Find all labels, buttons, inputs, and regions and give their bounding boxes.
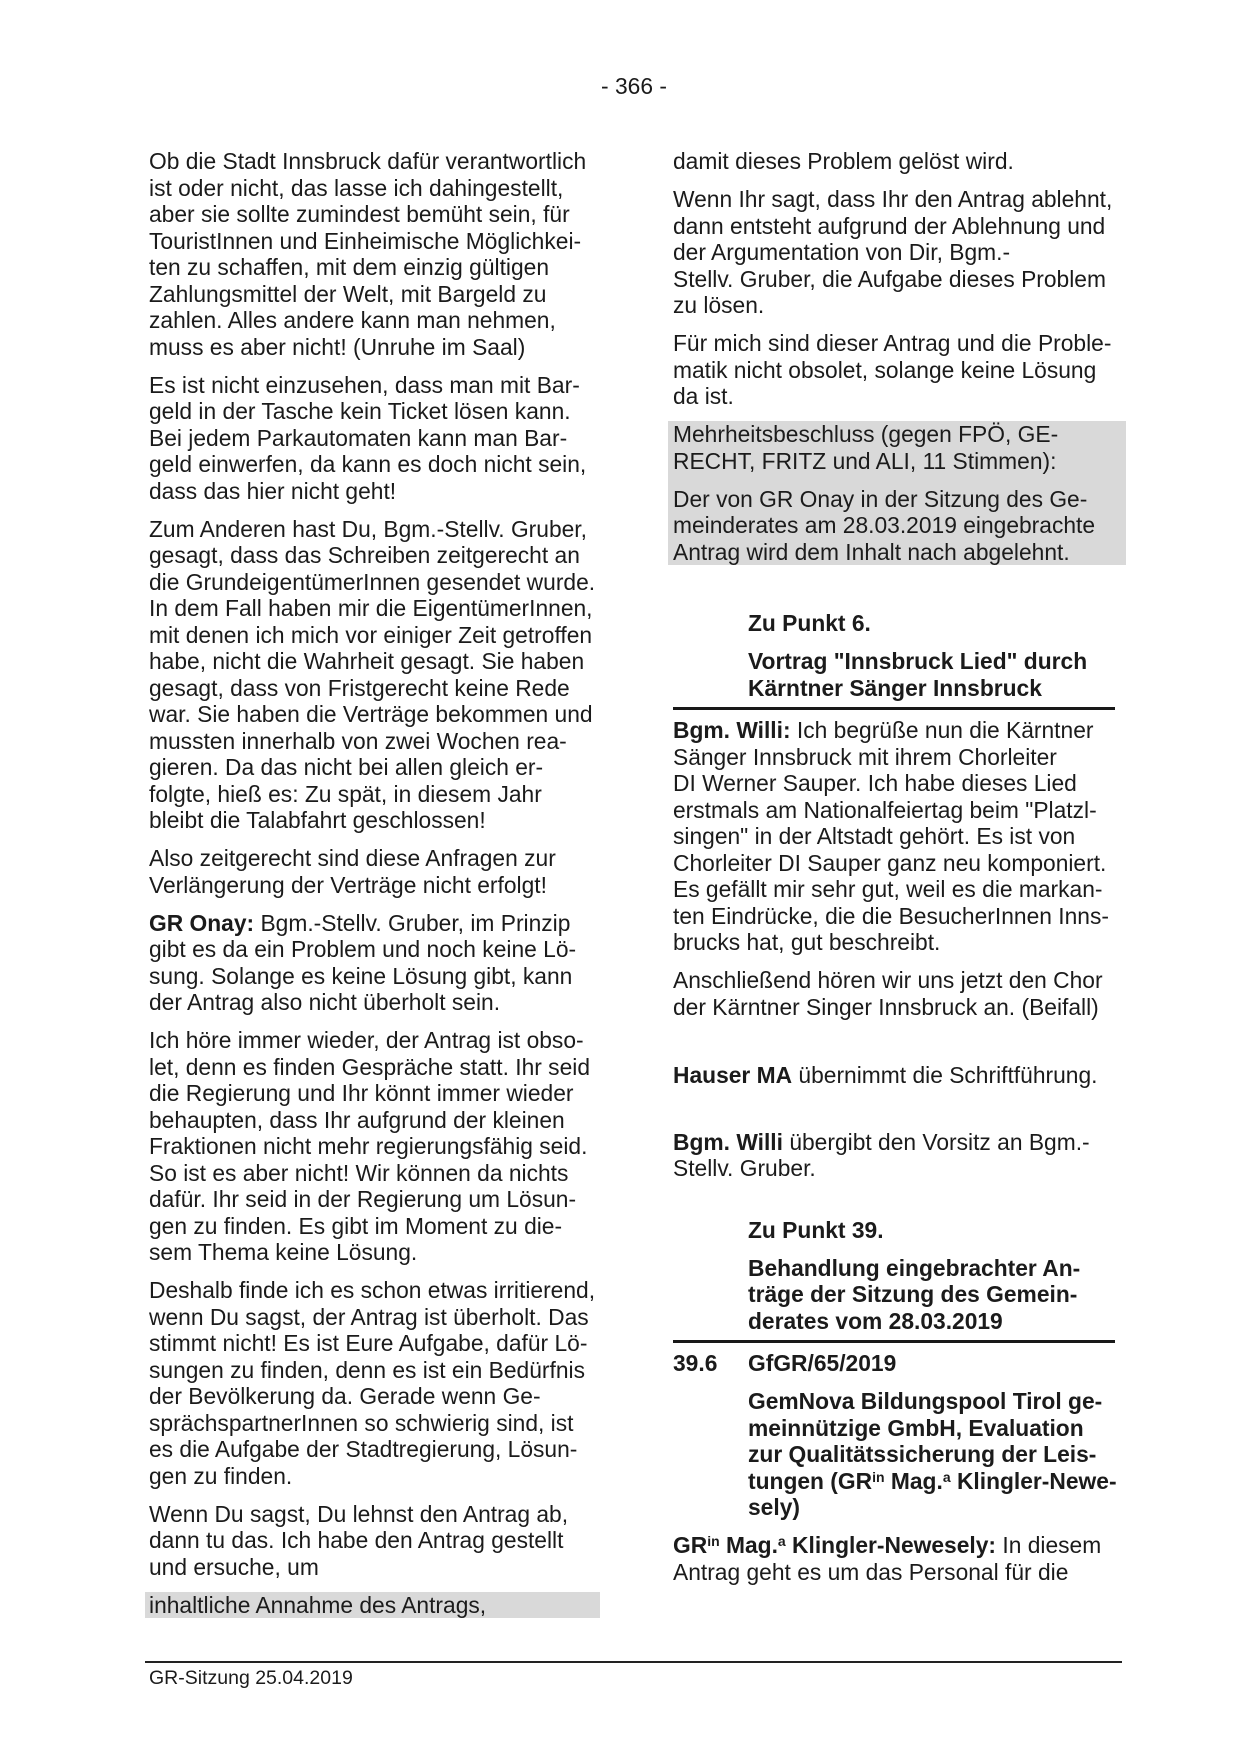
paragraph [673, 148, 1115, 175]
text-line [149, 307, 579, 334]
text-segment: gieren. Da das nicht bei allen gleich er- [149, 754, 544, 780]
text-segment: matik nicht obsolet, solange keine Lösung [673, 356, 1097, 383]
left-column [149, 148, 596, 1630]
text-line [149, 542, 579, 569]
text-segment: Wenn Du sagst, Du lehnst den Antrag ab, [149, 1500, 569, 1527]
text-segment: Vortrag "Innsbruck Lied" durch [748, 648, 1088, 674]
text-line [149, 1160, 579, 1187]
bold-text: Mag. [884, 1467, 943, 1494]
text-line [149, 936, 579, 963]
text-segment: ten zu schaffen, mit dem einzig gültigen [149, 254, 550, 280]
text-line [673, 994, 1115, 1021]
text-segment: Ob die Stadt Innsbruck dafür verantwortlich [149, 148, 587, 174]
text-segment: der Bevölkerung da. Gerade wenn Ge- [149, 1383, 541, 1409]
text-line [149, 701, 593, 728]
text-segment: Sänger Innsbruck mit ihrem Chorleiter [673, 743, 1057, 770]
text-segment: Chorleiter DI Sauper ganz neu komponiert. [673, 849, 1107, 876]
text-segment: Es gefällt mir sehr gut, weil es die markan- [673, 876, 1103, 902]
text-segment: Mehrheitsbeschluss (gegen FPÖ, GE- [673, 421, 1059, 447]
text-line [149, 451, 587, 478]
text-segment: GemNova Bildungspool Tirol ge- [748, 1388, 1103, 1414]
text-line [149, 254, 579, 281]
text-line [673, 148, 1115, 175]
numbered-item [673, 1350, 1115, 1377]
text-segment: Wenn Ihr sagt, dass Ihr den Antrag ablehnt, [673, 186, 1113, 212]
bold-text: Hauser MA [673, 1062, 793, 1088]
text-line [149, 334, 579, 361]
text-line [149, 1463, 579, 1490]
paragraph [673, 330, 1115, 410]
text-line [149, 1436, 579, 1463]
text-line [673, 823, 1115, 850]
text-segment: der Kärntner Singer Innsbruck an. (Beifall) [673, 993, 1099, 1020]
bold-text: Klingler-Newesely: [785, 1532, 997, 1558]
text-segment: dass das hier nicht geht! [149, 477, 397, 504]
text-line [149, 1277, 596, 1304]
text-segment: Zu Punkt 39. [748, 1216, 884, 1243]
text-segment: dann tu das. Ich habe den Antrag gestellt [149, 1527, 564, 1553]
text-line [149, 845, 579, 872]
text-line [149, 963, 579, 990]
text-segment: sem Thema keine Lösung. [149, 1239, 418, 1265]
text-line [149, 1133, 588, 1160]
text-segment: derates vom 28.03.2019 [748, 1307, 1003, 1334]
right-column [673, 148, 1115, 1597]
text-segment: sung. Solange es keine Lösung gibt, kann [149, 962, 573, 989]
text-line [673, 1062, 1115, 1089]
text-segment: die Regierung und Ihr könnt immer wieder [149, 1080, 574, 1106]
text-segment: zu lösen. [673, 292, 765, 318]
bold-text: Bgm. Willi: [673, 717, 791, 743]
superscript: in [707, 1533, 720, 1549]
text-segment: ist oder nicht, das lasse ich dahingestellt, [149, 174, 564, 201]
text-line [149, 675, 579, 702]
text-line [673, 448, 1126, 475]
text-line [149, 872, 579, 899]
text-line [748, 1494, 1115, 1521]
bold-text: Mag. [719, 1532, 778, 1558]
text-line [673, 929, 1115, 956]
decision-highlight-block [668, 421, 1126, 565]
text-segment: Bei jedem Parkautomaten kann man Bar- [149, 424, 568, 451]
text-segment: bleibt die Talabfahrt geschlossen! [149, 807, 486, 833]
text-segment: geld einwerfen, da kann es doch nicht sein, [149, 451, 587, 477]
text-segment: gesagt, dass das Schreiben zeitgerecht an [149, 542, 580, 568]
text-line [673, 967, 1115, 994]
text-segment: mit denen ich mich vor einiger Zeit getroffen [149, 621, 593, 648]
text-line [673, 1559, 1115, 1586]
text-line [149, 648, 585, 675]
text-segment: Anschließend hören wir uns jetzt den Chor [673, 967, 1103, 993]
text-line [673, 1155, 1115, 1182]
text-segment: Antrag wird dem Inhalt nach abgelehnt. [673, 538, 1070, 565]
text-line [149, 1554, 579, 1581]
text-line [673, 512, 1126, 539]
text-line [149, 1527, 579, 1554]
text-line [673, 539, 1126, 566]
text-line [673, 266, 1115, 293]
text-segment: Bgm.-Stellv. Gruber, im Prinzip [254, 909, 571, 936]
text-line [149, 728, 579, 755]
text-segment: Stellv. Gruber, die Aufgabe dieses Problem [673, 265, 1106, 292]
text-segment: Fraktionen nicht mehr regierungsfähig seid. [149, 1133, 588, 1159]
paragraph [673, 1129, 1115, 1182]
text-line [149, 1501, 579, 1528]
text-line [149, 1592, 600, 1619]
text-line [149, 1213, 579, 1240]
paragraph [149, 1501, 579, 1581]
text-segment: gen zu finden. [149, 1462, 293, 1489]
text-line [149, 478, 579, 505]
text-line [149, 1107, 579, 1134]
paragraph [673, 1532, 1115, 1585]
text-line [149, 398, 579, 425]
text-segment: war. Sie haben die Verträge bekommen und [149, 701, 593, 727]
text-line [748, 1281, 1115, 1308]
text-segment: TouristInnen und Einheimische Möglichkei- [149, 227, 582, 254]
text-line [673, 292, 1115, 319]
text-line [748, 1255, 1115, 1282]
text-line [673, 717, 1115, 744]
text-segment: gesagt, dass von Fristgerecht keine Rede [149, 674, 570, 701]
text-segment: zur Qualitätssicherung der Leis- [748, 1441, 1097, 1467]
paragraph [145, 1592, 600, 1619]
item-body [748, 1350, 1115, 1377]
text-line [673, 744, 1115, 771]
text-line [149, 595, 593, 622]
text-segment: der Argumentation von Dir, Bgm.- [673, 239, 1011, 265]
text-line [673, 850, 1115, 877]
text-line [673, 186, 1115, 213]
text-segment: folgte, hieß es: Zu spät, in diesem Jahr [149, 780, 542, 807]
paragraph [673, 421, 1126, 474]
text-line [149, 1330, 588, 1357]
text-line [149, 1383, 579, 1410]
paragraph [673, 717, 1115, 956]
text-segment: RECHT, FRITZ und ALI, 11 Stimmen): [673, 447, 1057, 474]
text-segment: Es ist nicht einzusehen, dass man mit Bar- [149, 371, 580, 398]
paragraph [149, 371, 587, 505]
text-segment: Zahlungsmittel der Welt, mit Bargeld zu [149, 280, 547, 307]
text-line [149, 201, 579, 228]
superscript: a [777, 1533, 786, 1549]
paragraph [149, 148, 587, 360]
text-line [748, 1468, 1115, 1495]
text-line [149, 1053, 590, 1081]
text-line [673, 903, 1115, 930]
text-line [673, 383, 1115, 410]
text-line [748, 1388, 1115, 1415]
text-line [149, 372, 579, 399]
text-line [149, 807, 579, 834]
text-segment: geld in der Tasche kein Ticket lösen kann. [149, 398, 571, 424]
text-line [149, 281, 579, 308]
text-segment: inhaltliche Annahme des Antrags, [149, 1591, 487, 1618]
text-line [748, 1217, 1115, 1244]
text-line [149, 1356, 585, 1384]
text-line [673, 486, 1126, 513]
text-segment: übernimmt die Schriftführung. [792, 1062, 1098, 1088]
text-segment: aber sie sollte zumindest bemüht sein, für [149, 201, 570, 227]
section-rule [673, 1340, 1115, 1343]
text-segment: wenn Du sagst, der Antrag ist überholt. Das [149, 1303, 589, 1330]
text-segment: mussten innerhalb von zwei Wochen rea- [149, 727, 567, 754]
text-segment: übergibt den Vorsitz an Bgm.- [782, 1128, 1090, 1155]
text-line [149, 989, 579, 1016]
text-line [673, 770, 1115, 797]
text-line [673, 213, 1115, 240]
text-segment: Ich höre immer wieder, der Antrag ist obso- [149, 1027, 584, 1053]
text-line [748, 648, 1115, 675]
text-segment: gen zu finden. Es gibt im Moment zu die- [149, 1212, 563, 1239]
item-number: 39.6 [673, 1350, 718, 1376]
text-segment: damit dieses Problem gelöst wird. [673, 148, 1014, 174]
text-segment: So ist es aber nicht! Wir können da nichts [149, 1159, 569, 1186]
text-segment: träge der Sitzung des Gemein- [748, 1281, 1078, 1307]
text-line [149, 227, 582, 255]
heading [748, 1255, 1115, 1335]
text-segment: sely) [748, 1494, 800, 1520]
text-line [673, 421, 1126, 448]
text-line [748, 1415, 1115, 1442]
heading [748, 610, 1115, 637]
text-line [149, 175, 579, 202]
text-segment: In dem Fall haben mir die EigentümerInnen, [149, 595, 593, 621]
bold-text: tungen (GR [748, 1467, 873, 1494]
text-segment: dafür. Ihr seid in der Regierung um Lösun- [149, 1186, 577, 1212]
text-segment: meinderates am 28.03.2019 eingebrachte [673, 512, 1096, 538]
text-line [149, 1027, 584, 1054]
text-segment: Kärntner Sänger Innsbruck [748, 674, 1042, 701]
text-line [149, 910, 579, 937]
paragraph [149, 1277, 596, 1489]
text-line [149, 1080, 579, 1107]
text-segment: es die Aufgabe der Stadtregierung, Lösun- [149, 1436, 578, 1462]
text-line [673, 797, 1115, 824]
heading [748, 1388, 1115, 1521]
text-line [673, 1129, 1115, 1156]
text-line [149, 515, 587, 543]
superscript: in [872, 1468, 885, 1485]
text-segment: die GrundeigentümerInnen gesendet wurde. [149, 568, 596, 595]
text-segment: muss es aber nicht! (Unruhe im Saal) [149, 333, 526, 360]
text-segment: sprächspartnerInnen so schwierig sind, ist [149, 1409, 574, 1436]
section-rule [673, 707, 1115, 710]
text-line [149, 754, 579, 781]
paragraph [149, 910, 579, 1016]
text-line [149, 425, 579, 452]
text-segment: Behandlung eingebrachter An- [748, 1254, 1081, 1281]
text-line [748, 1350, 1115, 1377]
text-segment: Stellv. Gruber. [673, 1155, 816, 1181]
text-segment: Verlängerung der Verträge nicht erfolgt! [149, 871, 547, 898]
text-segment: Der von GR Onay in der Sitzung des Ge- [673, 485, 1088, 512]
text-segment: und ersuche, um [149, 1553, 319, 1580]
text-segment: GfGR/65/2019 [748, 1350, 897, 1376]
paragraph [149, 515, 596, 834]
text-line [149, 1186, 579, 1213]
text-line [149, 781, 579, 808]
text-line [149, 1303, 589, 1331]
bold-text: Bgm. Willi [673, 1128, 783, 1155]
text-segment: habe, nicht die Wahrheit gesagt. Sie haben [149, 648, 585, 674]
text-segment: da ist. [673, 383, 734, 409]
text-segment: Zum Anderen hast Du, Bgm.-Stellv. Gruber, [149, 515, 587, 542]
text-line [673, 357, 1115, 384]
heading [748, 648, 1115, 701]
text-line [149, 621, 593, 649]
paragraph [149, 1027, 590, 1266]
text-segment: der Antrag also nicht überholt sein. [149, 989, 501, 1015]
text-segment: DI Werner Sauper. Ich habe dieses Lied [673, 770, 1077, 796]
text-segment: gibt es da ein Problem und noch keine Lö- [149, 936, 577, 962]
bold-text: Klingler-Newe- [950, 1467, 1117, 1494]
text-line [149, 568, 596, 596]
text-segment: Deshalb finde ich es schon etwas irritierend, [149, 1277, 596, 1303]
text-segment: Zu Punkt 6. [748, 610, 871, 636]
page-number: - 366 - [601, 73, 667, 99]
text-line [673, 876, 1115, 903]
superscript: a [942, 1468, 951, 1485]
footer-text: GR-Sitzung 25.04.2019 [149, 1667, 353, 1689]
text-segment: Antrag geht es um das Personal für die [673, 1558, 1069, 1585]
text-segment: meinnützige GmbH, Evaluation [748, 1414, 1084, 1441]
text-segment: sungen zu finden, denn es ist ein Bedürfnis [149, 1356, 585, 1383]
text-line [149, 148, 587, 175]
paragraph [673, 486, 1126, 566]
paragraph [673, 967, 1115, 1020]
text-line [748, 675, 1115, 702]
bold-text: GR [673, 1532, 708, 1558]
footer-rule [145, 1661, 1122, 1663]
text-segment: behaupten, dass Ihr aufgrund der kleinen [149, 1106, 565, 1133]
text-segment: Ich begrüße nun die Kärntner [790, 717, 1094, 743]
paragraph [149, 845, 579, 898]
text-segment: ten Eindrücke, die die BesucherInnen Inns- [673, 902, 1109, 929]
text-segment: stimmt nicht! Es ist Eure Aufgabe, dafür Lö- [149, 1330, 588, 1356]
text-line [673, 1532, 1115, 1559]
text-line [748, 1441, 1115, 1468]
paragraph [673, 1062, 1115, 1089]
text-line [149, 1239, 579, 1266]
text-segment: Für mich sind dieser Antrag und die Proble- [673, 330, 1112, 356]
text-segment: dann entsteht aufgrund der Ablehnung und [673, 212, 1106, 239]
text-segment: let, denn es finden Gespräche statt. Ihr seid [149, 1053, 590, 1080]
text-segment: erstmals am Nationalfeiertag beim "Platzl- [673, 796, 1097, 823]
bold-text: GR Onay: [149, 909, 255, 936]
text-line [149, 1410, 579, 1437]
text-segment: Also zeitgerecht sind diese Anfragen zur [149, 845, 556, 871]
text-segment: singen" in der Altstadt gehört. Es ist von [673, 823, 1076, 849]
text-segment: In diesem [996, 1532, 1102, 1558]
text-segment: zahlen. Alles andere kann man nehmen, [149, 307, 556, 333]
text-line [673, 239, 1115, 266]
heading [748, 1217, 1115, 1244]
text-line [748, 1308, 1115, 1335]
paragraph [673, 186, 1115, 319]
text-segment: brucks hat, gut beschreibt. [673, 929, 941, 955]
text-line [673, 330, 1115, 357]
text-line [748, 610, 1115, 637]
